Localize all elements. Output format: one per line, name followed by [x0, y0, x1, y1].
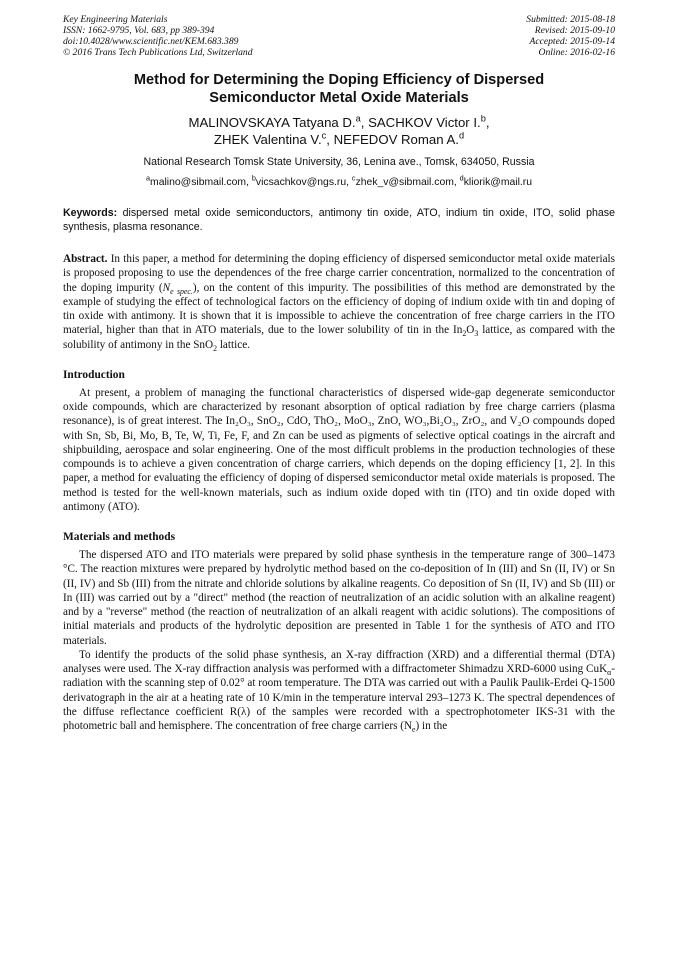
paper-page [63, 14, 615, 733]
email-link[interactable]: vicsachkov@ngs.ru [255, 177, 347, 188]
paper-title [63, 71, 615, 107]
author-affil-mark: a [355, 113, 361, 124]
email-link[interactable]: malino@sibmail.com [150, 177, 247, 188]
keywords-text: dispersed metal oxide semiconductors, antimony tin oxide, ATO, indium tin oxide, ITO, solid phase synthesis, plasma resonance. [63, 207, 615, 233]
methods-paragraph-1: The dispersed ATO and ITO materials were prepared by solid phase synthesis in the temperature range of 300–1473 °C. The reaction mixtures were prepared by hydrolytic method based on the co-deposition of In (III) and Sn (II, IV) or Sn (II, IV) and Sb (III) from the nitrate and chloride solutions by alkaline reagents. Co deposition of Sn (II, IV) and Sb (III) or In (III) was carried out by a "direct" method (the reaction of neutralization of an acidic solution with an alkaline reagent) and by a "reverse" method (the reaction of neutralization of an alkali reagent with acidic solutions). The compositions of initial materials and products of the hydrolytic deposition are presented in Table 1 for the synthesis of ATO and ITO materials. [63, 549, 615, 647]
title-line-1: Method for Determining the Doping Efficiency of Dispersed [133, 72, 545, 88]
author-emails: $^a$malino@sibmail.com, $^b$vicsachkov@ngs.ru, $^c$zhek_v@sibmail.com, $^d$kliorik@mail.ru [146, 173, 532, 188]
section-heading-introduction: Introduction [63, 368, 125, 381]
abstract: Abstract. In this paper, a method for determining the doping efficiency of dispersed semiconductor metal oxide materials is proposed proposing to use the dependences of the free charge carrier concentration, normalized to the concentration of the doping impurity $(N_{e spec.})$, on the content of this impurity. The possibilities of this method are demonstrated by the example of studying the effect of technological factors on the efficiency of doping of indium oxide with tin and doping of tin oxide with antimony. It is shown that it is impossible to achieve the concentration of free charge carriers in the ITO material, higher than that in ATO materials, due to the lower solubility of tin in the $In_2O_3$ lattice, as compared with the solubility of antimony in the SnO$_2$ lattice. [63, 253, 615, 353]
keywords [63, 206, 615, 234]
date-revised: Revised: 2015-09-10 [534, 25, 615, 36]
date-submitted: Submitted: 2015-08-18 [526, 14, 615, 25]
introduction-paragraph: At present, a problem of managing the functional characteristics of dispersed wide-gap degenerate semiconductor oxide compounds, which are characterized by resonant absorption of optical radiation by free charge carriers (plasma resonance), is of great interest. The In₂O₃, SnO₂, CdO, ThO₂, MoO₃, ZnO, WO₃,Bi₂O₃, ZrO₂, and V₂O compounds doped with Sn, Sb, Bi, Mo, B, Te, W, Ti, Fe, F, and Zn can be used as pigments of selective optical coatings in the aircraft and shipbuilding, aerospace and solar engineering. One of the most difficult problems in the production technologies of these compounds is to achieve a given concentration of charge carriers, which depends on the doping efficiency [1, 2]. In this paper, a method for evaluating the efficiency of doping of dispersed semiconductor metal oxide materials is proposed. The method is tested for the well-known materials, such as indium oxide doped with tin (ITO) and tin oxide doped with antimony (ATO). [63, 386, 615, 513]
date-online: Online: 2016-02-16 [538, 47, 615, 58]
journal-issn: ISSN: 1662-9795, Vol. 683, pp 389-394 [63, 25, 215, 36]
title-line-2: Semiconductor Metal Oxide Materials [209, 90, 469, 106]
date-accepted: Accepted: 2015-09-14 [529, 36, 615, 47]
abstract-label: Abstract. [63, 253, 108, 265]
affiliation: National Research Tomsk State University, 36, Lenina ave., Tomsk, 634050, Russia [143, 156, 535, 168]
methods-paragraph-2: To identify the products of the solid phase synthesis, an X-ray diffraction (XRD) and a differential thermal (DTA) analyses were used. The X-ray diffraction analysis was performed with a diffractometer Shimadzu XRD-6000 using CuK$_\alpha$-radiation with the scanning step of 0.02° at room temperature. The DTA was carried out with a Paulik Paulik-Erdei Q-1500 derivatograph in the air at a heating rate of 10 K/min in the temperature interval 293–1273 K. The spectral dependences of the diffuse reflectance coefficient R(λ) of the samples were recorded with a spectrophotometer IKS-31 with the photometric ball and hemisphere. The concentration of free charge carriers $(N_e)$ in the [63, 648, 615, 735]
author-affil-mark: c [321, 130, 327, 141]
author-name: NEFEDOV Roman A. [333, 132, 459, 147]
journal-header [63, 14, 615, 58]
submission-dates [526, 14, 615, 58]
author-name: SACHKOV Victor I. [368, 115, 481, 130]
email-link[interactable]: zhek_v@sibmail.com [355, 177, 454, 188]
keywords-label: Keywords: [63, 207, 118, 219]
journal-info [63, 14, 253, 58]
email-link[interactable]: kliorik@mail.ru [463, 177, 532, 188]
journal-copyright: © 2016 Trans Tech Publications Ltd, Switzerland [63, 47, 253, 58]
journal-name: Key Engineering Materials [63, 14, 168, 25]
journal-doi: doi:10.4028/www.scientific.net/KEM.683.389 [63, 36, 239, 47]
section-heading-methods: Materials and methods [63, 531, 176, 543]
author-name: MALINOVSKAYA Tatyana D. [188, 115, 356, 130]
author-affil-mark: b [480, 113, 486, 124]
author-name: ZHEK Valentina V. [213, 132, 322, 147]
author-list: MALINOVSKAYA Tatyana D.$^a$, SACHKOV Victor I.$^b$, ZHEK Valentina V.$^c$, NEFEDOV Roman A.$^d$ [188, 113, 490, 147]
author-affil-mark: d [458, 130, 465, 141]
